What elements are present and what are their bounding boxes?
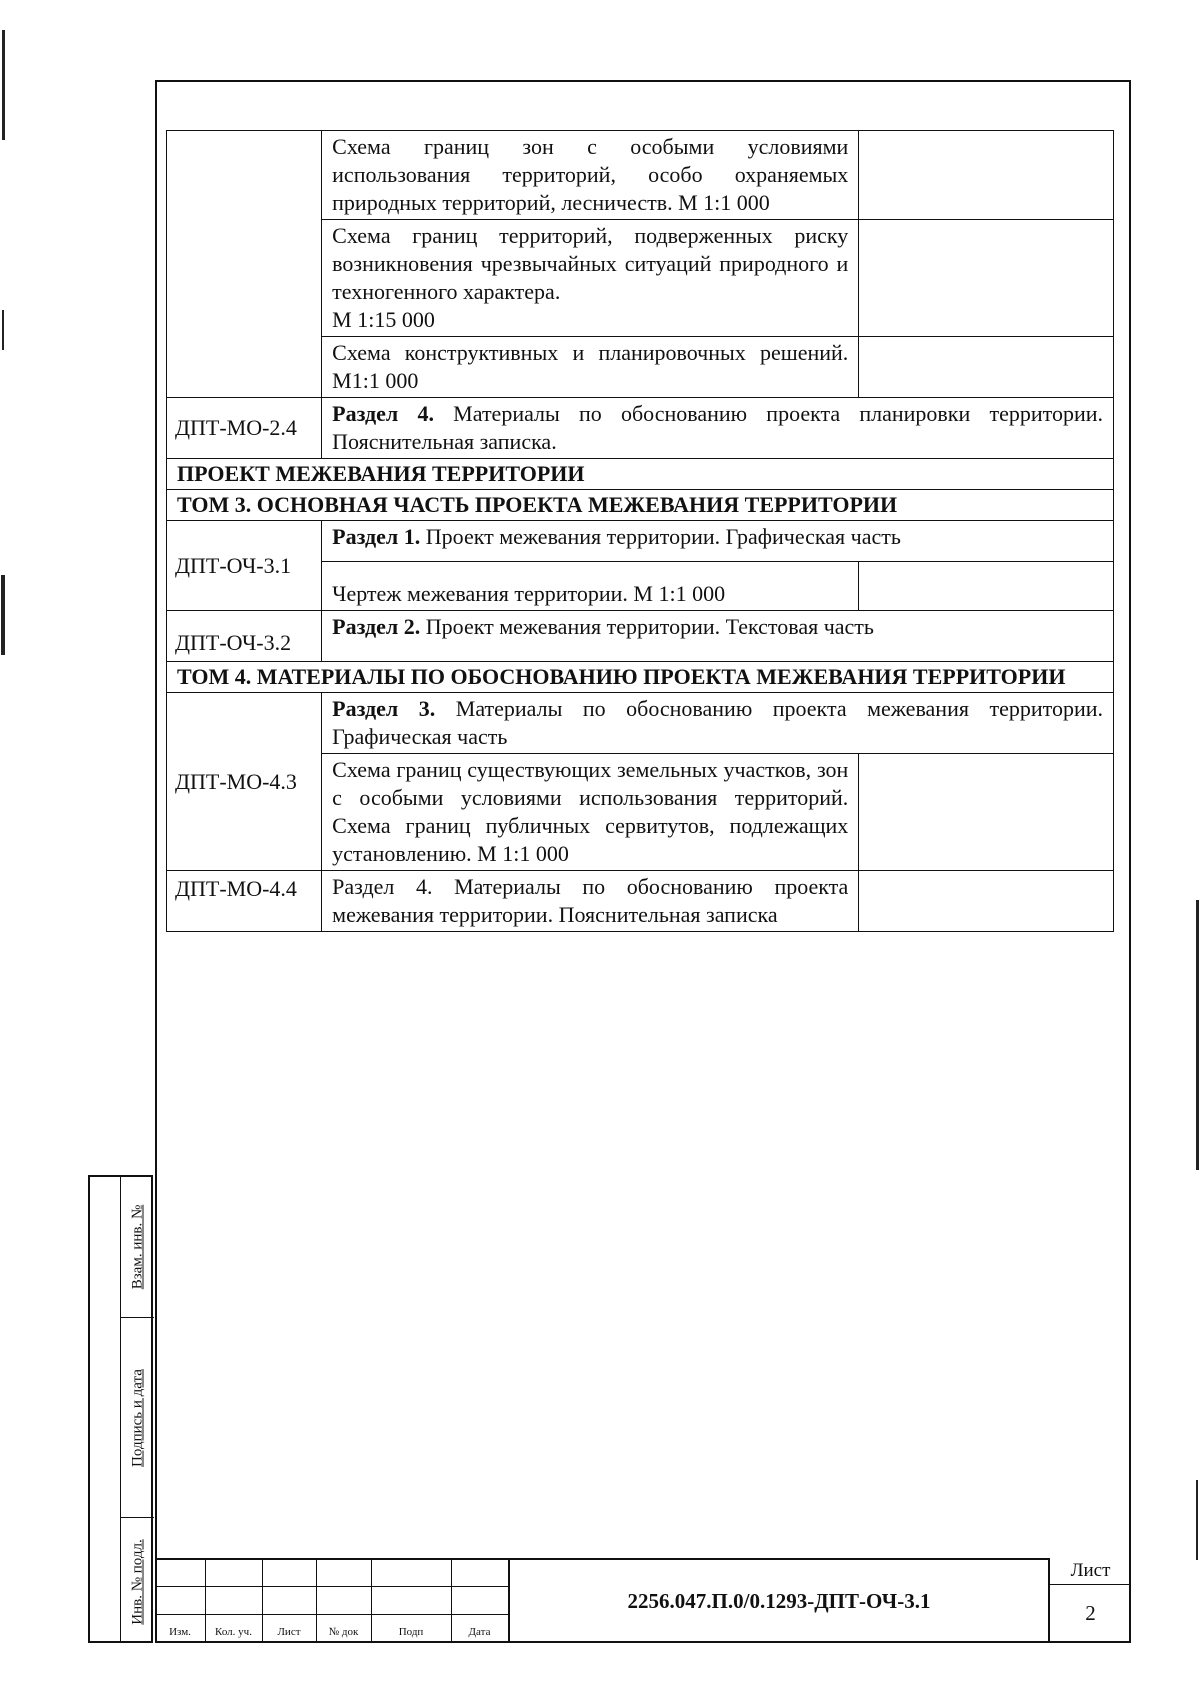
code-cell: ДПТ-ОЧ-3.2 [167,611,322,662]
side-label-podpis: Подпись и дата [129,1368,145,1467]
table-row [167,611,1114,662]
col-header-data: Дата [468,1626,491,1638]
table-row [167,521,1114,562]
col-header-podp: Подп [398,1626,424,1638]
code-cell: ДПТ-ОЧ-3.1 [167,521,322,611]
desc-cell: Чертеж межевания территории. М 1:1 000 [322,562,859,611]
note-cell [859,562,1114,611]
section-number: Раздел 4. [332,401,434,426]
section-number: Раздел 3. [332,696,436,721]
sheet-box [1048,1558,1131,1643]
scan-mark-left [1,575,5,655]
section-cell [322,693,1114,754]
desc-cell [322,220,859,337]
heading-cell: ТОМ 4. МАТЕРИАЛЫ ПО ОБОСНОВАНИЮ ПРОЕКТА МЕЖЕВАНИЯ ТЕРРИТОРИИ [167,662,1114,693]
desc-text: Схема границ территорий, подверженных риску возникновения чрезвычайных ситуаций природного и техногенного характера. [332,223,849,304]
side-approval-column [88,1175,153,1643]
section-cell [322,611,1114,662]
col-header-list: Лист [277,1626,301,1638]
note-cell [859,754,1114,871]
table-row [167,693,1114,754]
code-cell: ДПТ-МО-4.3 [167,693,322,871]
heading-row [167,459,1114,490]
desc-cell: Раздел 4. Материалы по обоснованию проекта межевания территории. Пояснительная записка [322,871,859,932]
side-cell-podpis [121,1317,154,1517]
revision-grid [155,1558,508,1643]
col-header-ndok: № док [328,1626,359,1638]
grid-line [155,1614,508,1615]
section-cell [322,521,1114,562]
code-cell: ДПТ-МО-4.4 [167,871,322,932]
section-number: Раздел 1. [332,524,421,549]
grid-line [155,1586,508,1587]
heading-row [167,490,1114,521]
side-label-inv: Инв. № подл. [129,1538,145,1625]
section-title: Проект межевания территории. Графическая часть [420,524,901,549]
document-code: 2256.047.П.0/0.1293-ДПТ-ОЧ-3.1 [508,1558,1048,1643]
scan-mark-mid-left [2,310,4,350]
code-cell-empty [167,131,322,398]
side-label-vzam: Взам. инв. № [129,1204,145,1290]
desc-cell: Схема конструктивных и планировочных решений. М1:1 000 [322,337,859,398]
contents-table [166,130,1114,932]
section-number: Раздел 2. [332,614,421,639]
col-header-kol: Кол. уч. [215,1626,252,1638]
desc-scale: М 1:15 000 [332,307,435,332]
scan-mark-right-lower [1196,1480,1198,1560]
desc-cell: Схема границ зон с особыми условиями использования территорий, особо охраняемых природных территорий, лесничеств. М 1:1 000 [322,131,859,220]
sheet-label: Лист [1050,1558,1131,1585]
col-header-izm: Изм. [169,1626,191,1638]
code-cell: ДПТ-МО-2.4 [167,398,322,459]
note-cell [859,871,1114,932]
note-cell [859,131,1114,220]
scan-mark-top-left [2,30,5,140]
table-row [167,131,1114,220]
desc-cell: Схема границ существующих земельных участков, зон с особыми условиями использования территорий. Схема границ публичных сервитутов, подлежащих установлению. М 1:1 000 [322,754,859,871]
heading-row [167,662,1114,693]
note-cell [859,337,1114,398]
table-row [167,871,1114,932]
title-block [155,1558,1131,1643]
section-cell [322,398,1114,459]
note-cell [859,220,1114,337]
side-inner-column [120,1177,154,1641]
sheet-number: 2 [1085,1601,1096,1625]
heading-cell: ТОМ 3. ОСНОВНАЯ ЧАСТЬ ПРОЕКТА МЕЖЕВАНИЯ ТЕРРИТОРИИ [167,490,1114,521]
heading-cell: ПРОЕКТ МЕЖЕВАНИЯ ТЕРРИТОРИИ [167,459,1114,490]
section-title: Материалы по обоснованию проекта планировки территории. Пояснительная записка. [332,401,1103,454]
side-cell-vzam [121,1177,154,1317]
scan-mark-right [1196,900,1199,1170]
table-row [167,398,1114,459]
section-title: Материалы по обоснованию проекта межевания территории. Графическая часть [332,696,1103,749]
side-cell-inv [121,1517,154,1645]
section-title: Проект межевания территории. Текстовая часть [420,614,874,639]
